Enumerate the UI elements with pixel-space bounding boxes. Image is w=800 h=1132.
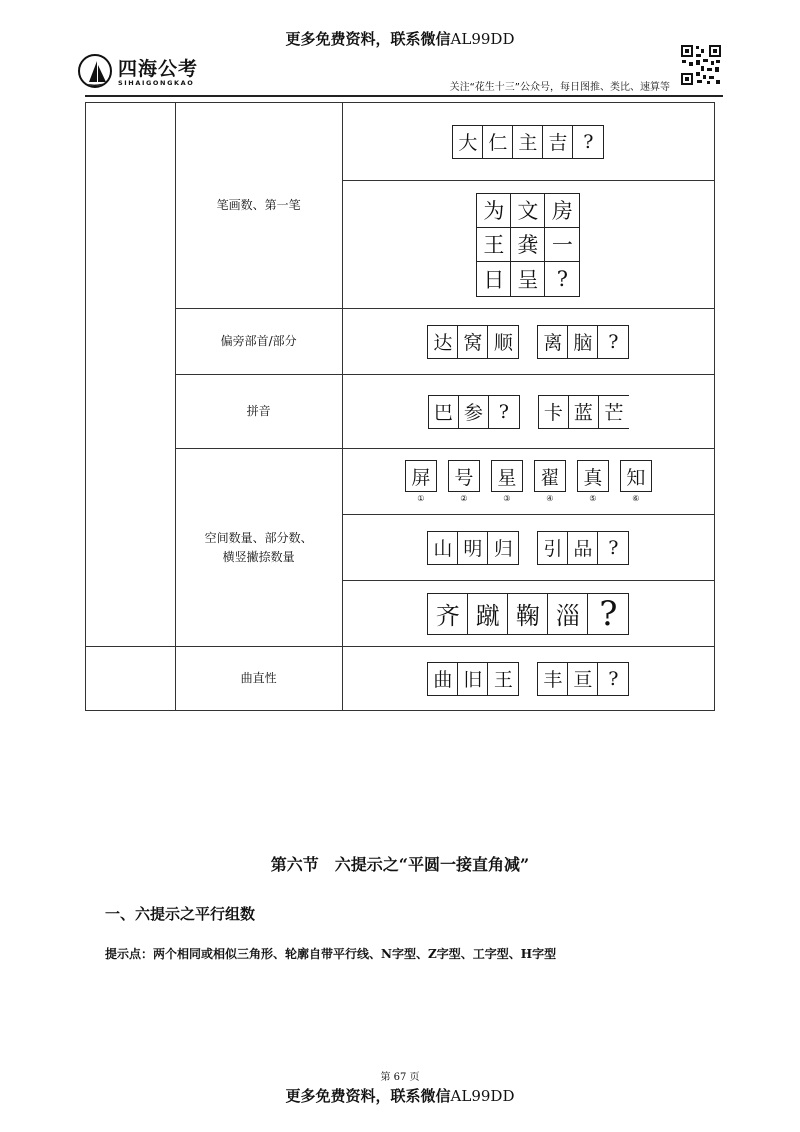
table-row bbox=[86, 103, 715, 181]
numbered-item bbox=[448, 460, 480, 503]
item-number: ⑤ bbox=[589, 494, 597, 503]
row-label-space-line-2: 横竖撇捺数量 bbox=[222, 549, 295, 564]
char-box: 蹴 bbox=[468, 594, 508, 634]
qr-code-icon bbox=[680, 44, 722, 86]
char-box: 达 bbox=[428, 326, 458, 358]
header-divider bbox=[85, 95, 723, 97]
strokes-example-1 bbox=[342, 103, 714, 181]
char-box: 脑 bbox=[568, 326, 598, 358]
section-title: 第六节 六提示之“平圆一接直角减” bbox=[270, 855, 530, 874]
char-box-row bbox=[452, 125, 604, 159]
logo-name: 四海公考 bbox=[118, 58, 199, 80]
sub-title: 一、六提示之平行组数 bbox=[105, 905, 256, 923]
item-number: ① bbox=[417, 494, 425, 503]
banner-wechat-id: AL99DD bbox=[450, 1087, 515, 1105]
tip-line: 提示点：两个相同或相似三角形、轮廓自带平行线、N字型、Z字型、工字型、H字型 bbox=[105, 947, 557, 961]
row-label-radical: 偏旁部首/部分 bbox=[175, 309, 342, 375]
char-box: 顺 bbox=[493, 332, 513, 354]
numbered-item bbox=[620, 460, 652, 503]
question-box: ? bbox=[608, 330, 619, 353]
item-number: ③ bbox=[503, 494, 511, 503]
pinyin-example bbox=[342, 375, 714, 449]
header-note: 关注“花生十三”公众号，每日图推、类比、速算等 bbox=[449, 82, 670, 93]
space-example-1 bbox=[342, 449, 714, 515]
row-label-space bbox=[175, 449, 342, 647]
char-box: 亘 bbox=[568, 663, 598, 695]
char-box: 王 bbox=[477, 228, 511, 262]
char-box-row bbox=[428, 395, 520, 429]
character-rules-table bbox=[85, 102, 715, 711]
numbered-item bbox=[534, 460, 566, 503]
numbered-item bbox=[491, 460, 523, 503]
char-box: 卡 bbox=[539, 396, 569, 428]
char-box: 归 bbox=[493, 538, 513, 560]
char-box-row bbox=[538, 395, 629, 429]
char-box: 品 bbox=[568, 532, 598, 564]
char-box: 为 bbox=[477, 194, 511, 228]
char-box: 文 bbox=[511, 194, 545, 228]
char-box: 明 bbox=[458, 532, 488, 564]
char-box: 日 bbox=[477, 262, 511, 296]
char-box: 翟 bbox=[534, 460, 566, 492]
char-box-row bbox=[427, 662, 519, 696]
char-box: 房 bbox=[545, 194, 579, 228]
char-box-row bbox=[427, 593, 629, 635]
char-box: 丰 bbox=[538, 663, 568, 695]
item-number: ② bbox=[460, 494, 468, 503]
char-box: 山 bbox=[428, 532, 458, 564]
char-box: 窝 bbox=[458, 326, 488, 358]
question-box: ? bbox=[608, 667, 619, 690]
char-box: 龚 bbox=[511, 228, 545, 262]
char-box-row bbox=[537, 325, 629, 359]
page-number: 第 67 页 bbox=[380, 1072, 420, 1083]
char-box-row bbox=[537, 662, 629, 696]
char-box: 曲 bbox=[428, 663, 458, 695]
row-label-pinyin: 拼音 bbox=[175, 375, 342, 449]
char-box: 王 bbox=[493, 669, 513, 691]
space-example-2 bbox=[342, 515, 714, 581]
char-box: 真 bbox=[577, 460, 609, 492]
char-box: 大 bbox=[453, 126, 483, 158]
question-box: ? bbox=[498, 400, 509, 423]
char-box: 仁 bbox=[483, 126, 513, 158]
char-box: 呈 bbox=[511, 262, 545, 296]
table-row bbox=[86, 647, 715, 711]
char-box-row bbox=[537, 531, 629, 565]
char-box: 旧 bbox=[458, 663, 488, 695]
table-row bbox=[86, 309, 715, 375]
numbered-item bbox=[577, 460, 609, 503]
char-box: 参 bbox=[459, 396, 489, 428]
strokes-example-2 bbox=[342, 181, 714, 309]
char-box: 引 bbox=[538, 532, 568, 564]
char-box: 巴 bbox=[429, 396, 459, 428]
space-example-3 bbox=[342, 581, 714, 647]
category-cell bbox=[86, 103, 176, 647]
char-box: 知 bbox=[620, 460, 652, 492]
char-box: 号 bbox=[448, 460, 480, 492]
row-label-space-line-1: 空间数量、部分数、 bbox=[204, 530, 313, 545]
radical-example bbox=[342, 309, 714, 375]
table-row bbox=[86, 449, 715, 515]
table-row bbox=[86, 375, 715, 449]
char-box: 鞠 bbox=[508, 594, 548, 634]
logo bbox=[78, 52, 208, 92]
category-cell bbox=[86, 647, 176, 711]
item-number: ⑥ bbox=[632, 494, 640, 503]
item-number: ④ bbox=[546, 494, 554, 503]
bottom-banner bbox=[0, 1085, 800, 1106]
question-box: ? bbox=[583, 130, 594, 153]
char-box: 吉 bbox=[543, 126, 573, 158]
banner-text: 更多免费资料，联系微信 bbox=[285, 30, 451, 48]
logo-subtitle: SIHAIGONGKAO bbox=[118, 79, 195, 87]
row-label-strokes: 笔画数、第一笔 bbox=[175, 103, 342, 309]
banner-text: 更多免费资料，联系微信 bbox=[285, 1087, 451, 1105]
sail-icon bbox=[78, 54, 112, 88]
question-box: ? bbox=[599, 593, 618, 634]
char-box: 屏 bbox=[405, 460, 437, 492]
numbered-chars bbox=[405, 460, 652, 503]
curve-example bbox=[342, 647, 714, 711]
question-box: ? bbox=[608, 536, 619, 559]
char-box: 一 bbox=[545, 228, 579, 262]
banner-wechat-id: AL99DD bbox=[450, 30, 515, 48]
numbered-item bbox=[405, 460, 437, 503]
char-box: 离 bbox=[538, 326, 568, 358]
char-box: 蓝 bbox=[569, 396, 599, 428]
char-box-row bbox=[427, 325, 519, 359]
question-box: ? bbox=[556, 266, 568, 291]
char-box-row bbox=[427, 531, 519, 565]
char-box: 齐 bbox=[428, 594, 468, 634]
char-box: 淄 bbox=[548, 594, 588, 634]
char-grid-3x3 bbox=[476, 193, 580, 297]
char-box: 主 bbox=[513, 126, 543, 158]
char-box: 芒 bbox=[604, 402, 624, 424]
row-label-curve: 曲直性 bbox=[175, 647, 342, 711]
char-box: 星 bbox=[491, 460, 523, 492]
